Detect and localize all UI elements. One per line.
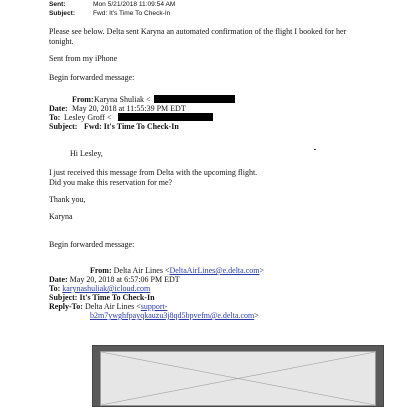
fwd2-from-value: Delta Air Lines <	[113, 266, 170, 275]
body-line-2: tonight.	[49, 37, 74, 46]
fwd2-to-label: To:	[49, 284, 61, 293]
fwd1-to-value: Lesley Groff <	[64, 113, 112, 122]
fwd1-date-value: May 20, 2018 at 11:55:39 PM EDT	[72, 104, 186, 113]
fwd2-from-close: >	[259, 266, 264, 275]
subject-value: Fwd: It's Time To Check-In	[93, 10, 171, 17]
fwd2-replyto-value: Delta Air Lines <	[84, 302, 141, 311]
sent-from-iphone: Sent from my iPhone	[49, 54, 118, 63]
sent-value: Mon 5/21/2018 11:09:54 AM	[93, 1, 176, 8]
fwd2-date-value: May 20, 2018 at 6:57:06 PM EDT	[69, 275, 180, 284]
image-placeholder-inner	[100, 351, 376, 406]
fwd1-from-value: Karyna Shuliak <	[94, 95, 151, 104]
fwd2-replyto-link-2[interactable]: b2m7ywghfpayqkauzu3j8qd5bpvefm@e.delta.com	[90, 311, 255, 320]
fwd2-subject-label: Subject:	[49, 293, 78, 302]
fwd2-replyto-close: >	[254, 311, 259, 320]
message-line-2: Did you make this reservation for me?	[49, 178, 173, 187]
broken-image-icon	[101, 352, 375, 405]
scan-mark	[314, 149, 316, 150]
fwd2-from-label: From:	[90, 266, 112, 275]
fwd1-date-label: Date:	[49, 104, 68, 113]
body-line-1: Please see below. Delta sent Karyna an automated confirmation of the flight I booked for her	[49, 27, 347, 36]
fwd2-replyto-cont	[90, 311, 259, 321]
fwd1-from-label: From:	[72, 95, 94, 104]
subject-label: Subject:	[49, 10, 76, 17]
message-thanks: Thank you,	[49, 195, 86, 204]
fwd1-to-label: To:	[49, 113, 61, 122]
sent-label: Sent:	[49, 1, 66, 8]
redaction-block	[154, 95, 235, 103]
fwd1-subject-label: Subject:	[49, 122, 78, 131]
fwd2-date-label: Date:	[49, 275, 68, 284]
redaction-block	[118, 113, 213, 121]
fwd2-replyto-label: Reply-To:	[49, 302, 83, 311]
fwd1-subject-value: Fwd: It's Time To Check-In	[84, 122, 179, 131]
fwd2-from-email-link[interactable]: DeltaAirLines@e.delta.com	[169, 266, 260, 275]
fwd2-subject-value: It's Time To Check-In	[79, 293, 155, 302]
fwd2-to-email-link[interactable]: karynashuliak@icloud.com	[62, 284, 151, 293]
begin-forwarded-1: Begin forwarded message:	[49, 73, 135, 82]
fwd2-replyto-link-1[interactable]: support-	[140, 302, 168, 311]
image-placeholder	[92, 345, 384, 407]
message-line-1: I just received this message from Delta with the upcoming flight.	[49, 168, 258, 177]
message-greeting: Hi Lesley,	[70, 149, 103, 158]
message-name: Karyna	[49, 212, 73, 221]
begin-forwarded-2: Begin forwarded message:	[49, 240, 135, 249]
